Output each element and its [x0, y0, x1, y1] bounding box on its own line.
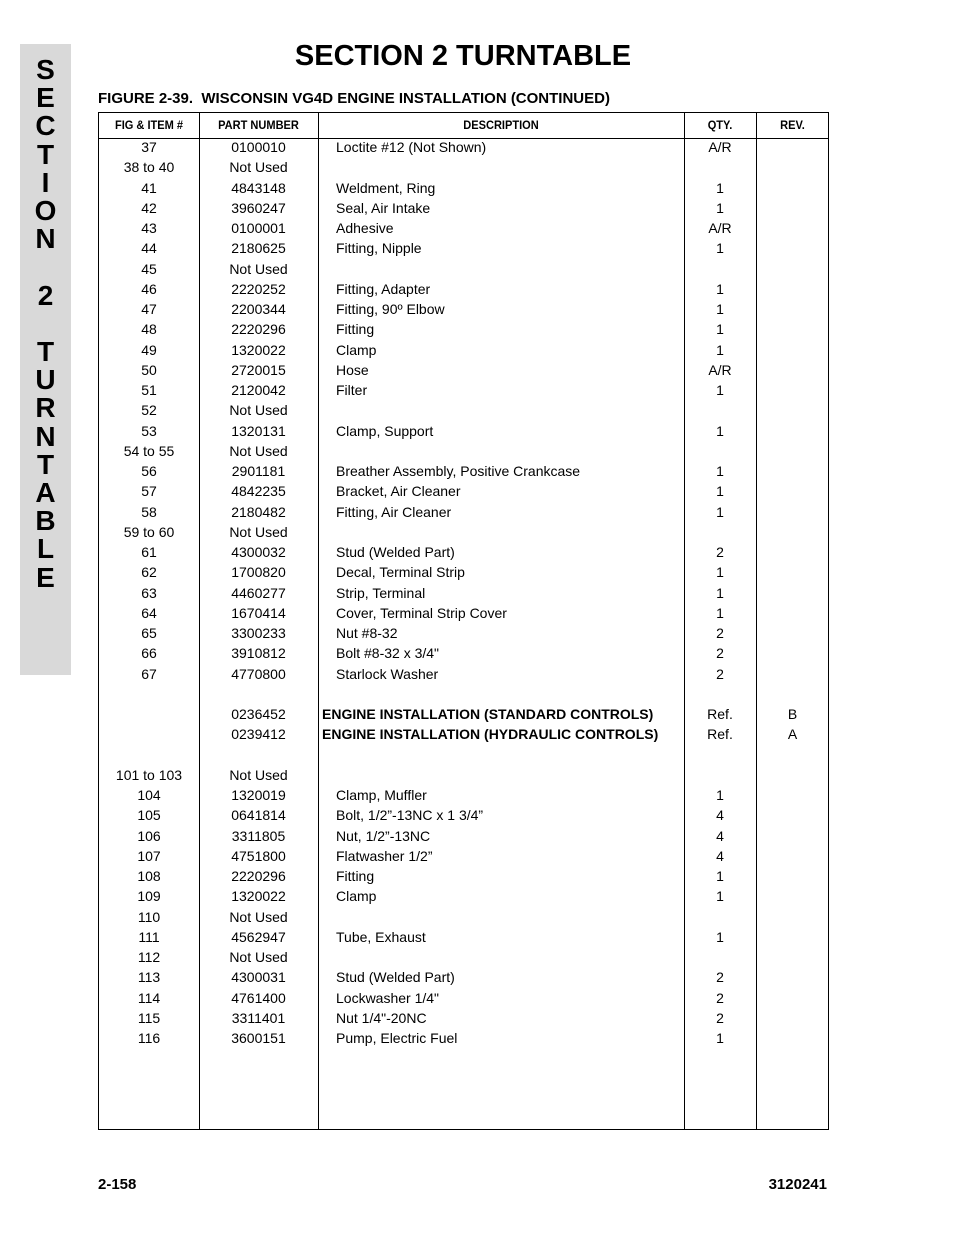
quantity-cell: 2 — [716, 989, 724, 1006]
item-number-cell: 42 — [141, 199, 157, 216]
quantity-cell: 1 — [716, 240, 724, 257]
item-number-cell: 58 — [141, 503, 157, 520]
description-cell: Fitting, Adapter — [336, 280, 431, 297]
part-number-cell: Not Used — [229, 442, 288, 459]
part-number-cell: Not Used — [229, 908, 288, 925]
item-number-cell: 37 — [141, 139, 157, 155]
side-tab-letter: N — [35, 420, 56, 452]
item-number-cell: 116 — [137, 1030, 161, 1046]
table-row — [99, 259, 828, 279]
table-row — [99, 542, 828, 562]
description-cell: Nut 1/4"-20NC — [336, 1009, 427, 1026]
part-number-cell: 2901181 — [231, 463, 286, 479]
table-row — [99, 461, 828, 481]
quantity-cell: 1 — [716, 584, 724, 601]
side-tab-letter: E — [36, 82, 55, 114]
description-cell: Nut, 1/2”-13NC — [336, 827, 431, 844]
description-cell: Nut #8-32 — [336, 625, 398, 641]
description-cell: Bolt #8-32 x 3/4" — [336, 645, 440, 662]
item-number-cell: 49 — [141, 341, 157, 358]
column-header-item: FIG & ITEM # — [114, 118, 184, 132]
revision-cell: A — [787, 726, 798, 743]
quantity-cell: 1 — [716, 280, 724, 297]
table-row — [99, 340, 828, 360]
description-cell: Clamp — [336, 341, 377, 358]
quantity-cell: 1 — [716, 604, 724, 621]
item-number-cell: 54 to 55 — [123, 442, 175, 459]
table-row — [99, 157, 828, 177]
quantity-cell: 1 — [716, 321, 724, 338]
table-row — [99, 562, 828, 582]
table-row — [99, 866, 828, 886]
table-row — [99, 907, 828, 927]
table-row — [99, 704, 828, 724]
part-number-cell: Not Used — [229, 949, 288, 965]
column-header-rev: REV. — [780, 118, 805, 132]
description-cell: Strip, Terminal — [336, 584, 426, 601]
side-tab-letter: L — [36, 533, 55, 565]
item-number-cell: 112 — [137, 949, 161, 965]
table-row — [99, 805, 828, 825]
table-row — [99, 623, 828, 643]
item-number-cell: 57 — [141, 483, 157, 500]
table-row — [99, 785, 828, 805]
table-row — [99, 846, 828, 866]
side-tab-letter: O — [34, 195, 57, 226]
description-cell: Fitting — [336, 321, 375, 338]
part-number-cell: Not Used — [229, 402, 288, 419]
table-row — [99, 502, 828, 522]
part-number-cell: 3600151 — [231, 1030, 286, 1046]
table-row — [99, 664, 828, 684]
part-number-cell: 4300032 — [231, 544, 286, 560]
part-number-cell: 1320131 — [231, 422, 286, 439]
quantity-cell: 4 — [716, 847, 724, 864]
quantity-cell: 1 — [716, 928, 724, 945]
column-header-part: PART NUMBER — [218, 118, 299, 132]
quantity-cell: A/R — [708, 361, 732, 378]
description-cell: Stud (Welded Part) — [336, 544, 455, 560]
part-number-cell: 4761400 — [231, 989, 286, 1006]
part-number-cell: 3960247 — [231, 199, 286, 216]
table-row — [99, 1008, 828, 1028]
item-number-cell: 56 — [141, 463, 157, 479]
table-row — [99, 198, 828, 218]
part-number-cell: 0239412 — [231, 726, 286, 743]
table-row — [99, 988, 828, 1008]
table-row — [99, 684, 828, 704]
quantity-cell: 2 — [716, 665, 724, 682]
part-number-cell: 4842235 — [231, 483, 286, 500]
item-number-cell: 63 — [141, 584, 157, 601]
description-cell: Pump, Electric Fuel — [336, 1030, 458, 1046]
part-number-cell: 3910812 — [231, 645, 286, 662]
item-number-cell: 106 — [137, 827, 161, 844]
description-cell: Adhesive — [336, 220, 394, 236]
quantity-cell: 1 — [716, 1030, 724, 1046]
item-number-cell: 109 — [137, 888, 161, 905]
item-number-cell: 46 — [141, 280, 157, 297]
description-cell: Loctite #12 (Not Shown) — [336, 139, 487, 155]
part-number-cell: Not Used — [229, 260, 288, 277]
item-number-cell: 107 — [137, 847, 161, 864]
description-cell: Seal, Air Intake — [336, 199, 431, 216]
item-number-cell: 65 — [141, 625, 157, 641]
quantity-cell: 1 — [716, 868, 724, 884]
quantity-cell: A/R — [708, 220, 732, 236]
side-tab-letter: A — [35, 477, 56, 508]
item-number-cell: 108 — [137, 868, 161, 884]
part-number-cell: 2120042 — [231, 382, 286, 398]
table-row — [99, 299, 828, 319]
side-tab-letter: B — [35, 505, 56, 537]
part-number-cell: 1320022 — [231, 341, 286, 358]
part-number-cell: 2200344 — [231, 301, 286, 317]
table-row — [99, 400, 828, 420]
column-header-qty: QTY. — [707, 118, 733, 132]
quantity-cell: 2 — [716, 969, 724, 986]
quantity-cell: 1 — [716, 199, 724, 216]
side-tab-letter: N — [35, 223, 56, 255]
description-cell: ENGINE INSTALLATION (STANDARD CONTROLS) — [322, 706, 654, 722]
item-number-cell: 64 — [141, 604, 157, 621]
part-number-cell: 2220252 — [231, 280, 286, 297]
table-row — [99, 522, 828, 542]
item-number-cell: 44 — [141, 240, 157, 257]
description-cell: Clamp, Muffler — [336, 787, 427, 803]
part-number-cell: 4843148 — [231, 179, 286, 196]
side-tab-letter: T — [36, 336, 55, 367]
quantity-cell: 4 — [716, 807, 724, 824]
side-tab-letter: S — [36, 54, 55, 85]
part-number-cell: 1700820 — [231, 564, 286, 581]
table-row — [99, 745, 828, 765]
description-cell: Fitting, Air Cleaner — [336, 503, 452, 520]
description-cell: Decal, Terminal Strip — [336, 564, 465, 581]
part-number-cell: 2180482 — [231, 503, 286, 520]
description-cell: Tube, Exhaust — [336, 928, 426, 945]
quantity-cell: 1 — [716, 382, 724, 398]
part-number-cell: 3300233 — [231, 625, 286, 641]
quantity-cell: 1 — [716, 787, 724, 803]
part-number-cell: Not Used — [229, 766, 288, 783]
table-row — [99, 967, 828, 987]
table-row — [99, 380, 828, 400]
quantity-cell: 2 — [716, 625, 724, 641]
part-number-cell: 4751800 — [231, 847, 286, 864]
quantity-cell: 1 — [716, 564, 724, 581]
item-number-cell: 105 — [137, 807, 161, 824]
description-cell: Bracket, Air Cleaner — [336, 483, 461, 500]
quantity-cell: 1 — [716, 301, 724, 317]
item-number-cell: 67 — [141, 665, 157, 682]
table-row — [99, 279, 828, 299]
item-number-cell: 53 — [141, 422, 157, 439]
item-number-cell: 48 — [141, 321, 157, 338]
table-row — [99, 1028, 828, 1048]
quantity-cell: 1 — [716, 341, 724, 358]
part-number-cell: 0641814 — [231, 807, 286, 824]
part-number-cell: Not Used — [229, 523, 288, 540]
part-number-cell: 1320022 — [231, 888, 286, 905]
part-number-cell: 0236452 — [231, 706, 286, 722]
description-cell: Lockwasher 1/4" — [336, 989, 440, 1006]
table-row — [99, 927, 828, 947]
quantity-cell: 1 — [716, 463, 724, 479]
parts-table — [98, 112, 829, 1130]
part-number-cell: 2180625 — [231, 240, 286, 257]
description-cell: Fitting — [336, 868, 375, 884]
part-number-cell: 2220296 — [231, 321, 286, 338]
item-number-cell: 110 — [137, 908, 161, 925]
document-number: 3120241 — [768, 1176, 827, 1193]
table-row — [99, 886, 828, 906]
item-number-cell: 59 to 60 — [123, 523, 175, 540]
table-row — [99, 137, 828, 157]
description-cell: Bolt, 1/2”-13NC x 1 3/4” — [336, 807, 484, 824]
quantity-cell: 2 — [716, 544, 724, 560]
description-cell: Cover, Terminal Strip Cover — [336, 604, 507, 621]
part-number-cell: Not Used — [229, 159, 288, 176]
description-cell: Breather Assembly, Positive Crankcase — [336, 463, 581, 479]
quantity-cell: 1 — [716, 179, 724, 196]
item-number-cell: 113 — [137, 969, 161, 986]
item-number-cell: 66 — [141, 645, 157, 662]
section-side-tab — [20, 44, 71, 675]
description-cell: Weldment, Ring — [336, 179, 436, 196]
part-number-cell: 3311401 — [231, 1009, 286, 1026]
table-row — [99, 765, 828, 785]
part-number-cell: 1320019 — [231, 787, 286, 803]
description-cell: Fitting, 90º Elbow — [336, 301, 445, 317]
description-cell: Fitting, Nipple — [336, 240, 422, 257]
description-cell: Clamp — [336, 888, 377, 905]
side-tab-letter: T — [36, 138, 55, 170]
description-cell: Hose — [336, 361, 369, 378]
table-row — [99, 481, 828, 501]
item-number-cell: 61 — [141, 544, 157, 560]
description-cell: Starlock Washer — [336, 665, 439, 682]
side-tab-letter: R — [35, 392, 56, 424]
item-number-cell: 45 — [141, 260, 157, 277]
table-row — [99, 218, 828, 238]
item-number-cell: 114 — [137, 989, 161, 1006]
side-tab-letter: T — [36, 448, 55, 480]
item-number-cell: 62 — [141, 564, 157, 581]
quantity-cell: 2 — [716, 1009, 724, 1026]
revision-cell: B — [787, 706, 798, 722]
part-number-cell: 2720015 — [231, 361, 286, 378]
part-number-cell: 4562947 — [231, 928, 286, 945]
quantity-cell: Ref. — [707, 726, 733, 743]
table-row — [99, 178, 828, 198]
description-cell: Filter — [336, 382, 368, 398]
page-title: SECTION 2 TURNTABLE — [294, 40, 632, 72]
item-number-cell: 111 — [138, 928, 160, 945]
side-tab-letter: 2 — [37, 279, 54, 311]
figure-title: FIGURE 2-39. WISCONSIN VG4D ENGINE INSTALLATION (CONTINUED) — [98, 90, 610, 107]
part-number-cell: 0100001 — [231, 220, 286, 236]
table-row — [99, 421, 828, 441]
table-row — [99, 947, 828, 967]
quantity-cell: Ref. — [707, 706, 733, 722]
side-tab-letter: C — [35, 110, 56, 142]
part-number-cell: 1670414 — [231, 604, 286, 621]
item-number-cell: 50 — [141, 361, 157, 378]
side-tab-letter: U — [35, 364, 56, 396]
part-number-cell: 4770800 — [231, 665, 286, 682]
part-number-cell: 3311805 — [231, 827, 286, 844]
table-row — [99, 603, 828, 623]
table-row — [99, 724, 828, 744]
description-cell: Flatwasher 1/2” — [336, 847, 433, 864]
quantity-cell: 1 — [716, 422, 724, 439]
item-number-cell: 101 to 103 — [115, 766, 183, 783]
quantity-cell: 2 — [716, 645, 724, 662]
item-number-cell: 43 — [141, 220, 157, 236]
column-header-description: DESCRIPTION — [463, 118, 539, 132]
item-number-cell: 115 — [137, 1009, 161, 1026]
item-number-cell: 47 — [141, 301, 157, 317]
table-row — [99, 583, 828, 603]
side-tab-letter: I — [41, 166, 50, 198]
quantity-cell: 1 — [716, 888, 724, 905]
table-row — [99, 826, 828, 846]
table-row — [99, 238, 828, 258]
page-number: 2-158 — [98, 1176, 137, 1193]
table-row — [99, 319, 828, 339]
quantity-cell: 1 — [716, 483, 724, 500]
part-number-cell: 4300031 — [231, 969, 286, 986]
table-row — [99, 441, 828, 461]
part-number-cell: 0100010 — [231, 139, 286, 155]
item-number-cell: 41 — [141, 179, 157, 196]
item-number-cell: 51 — [141, 382, 157, 398]
table-row — [99, 360, 828, 380]
side-tab-letter: E — [36, 561, 55, 593]
quantity-cell: 1 — [716, 503, 724, 520]
description-cell: Stud (Welded Part) — [336, 969, 455, 986]
description-cell: ENGINE INSTALLATION (HYDRAULIC CONTROLS) — [322, 726, 659, 743]
part-number-cell: 4460277 — [231, 584, 286, 601]
quantity-cell: A/R — [708, 139, 732, 155]
table-row — [99, 643, 828, 663]
item-number-cell: 104 — [137, 787, 161, 803]
part-number-cell: 2220296 — [231, 868, 286, 884]
item-number-cell: 52 — [141, 402, 157, 419]
item-number-cell: 38 to 40 — [123, 159, 175, 176]
quantity-cell: 4 — [716, 827, 724, 844]
description-cell: Clamp, Support — [336, 422, 434, 439]
